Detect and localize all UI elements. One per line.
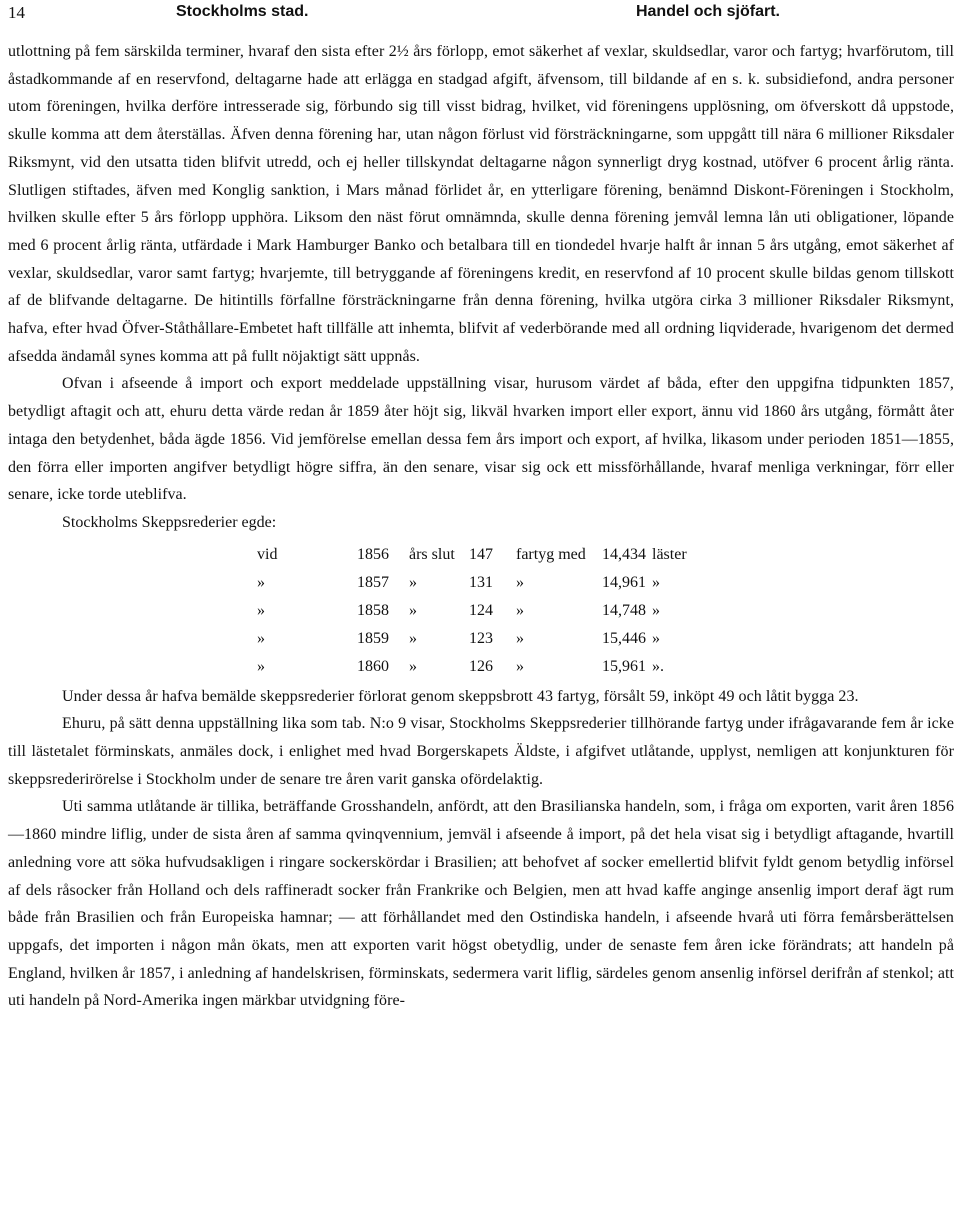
row-mark: » (409, 601, 417, 619)
running-section: Handel och sjöfart. (635, 3, 780, 20)
row-mark: fartyg med (516, 545, 586, 563)
fleet-intro: Stockholms Skeppsrederier egde: (62, 513, 277, 531)
table-row (257, 541, 712, 569)
row-mark: » (409, 657, 417, 675)
row-tonnage: 14,434 (602, 545, 646, 563)
paragraph-wholesale-trade: Uti samma utlåtande är tillika, beträffande Grosshandeln, anfördt, att den Brasilianska handeln, som, i fråga om exporten, varit åren 1856—1860 mindre liflig, under de sista åren af samma qvinqvennium, jemväl i afseende å import, på det hela visat sig i betydligt aftagande, hvartill anledning vore att söka hufvudsakligen i ringare sockerskördar i Brasilien; att behofvet af socker emellertid blifvit fyldt genom betydlig införsel af dels råsocker från Holland och dels raffineradt socker från Frankrike och Belgien, men att hvad kaffe anginge ansenlig import deraf ägt rum både från Brasilien och från Europeiska hamnar; — att förhållandet med den Ostindiska handeln, i afseende hvarå uti förra femårsberättelsen uppgafs, det importen i någon mån ökats, men att exporten varit högst obetydlig, under de senaste fem åren icke förändrats; att handeln på England, hvilken år 1857, i anledning af handelskrisen, förminskats, sedermera varit liflig, särdeles genom ansenlig införsel derifrån af stenkol; att uti handeln på Nord-Amerika ingen märkbar utvidgning före- (8, 798, 954, 1010)
row-prefix: » (257, 601, 265, 619)
row-unit: läster (652, 545, 687, 563)
row-tonnage: 14,961 (602, 573, 646, 591)
row-ship-count: 131 (469, 573, 493, 591)
row-unit: » (652, 629, 660, 647)
row-tonnage: 14,748 (602, 601, 646, 619)
table-row (257, 597, 712, 625)
document-page (8, 0, 954, 1219)
row-ship-count: 123 (469, 629, 493, 647)
row-year: 1858 (357, 601, 389, 619)
row-mark: » (409, 629, 417, 647)
table-row (257, 569, 712, 597)
running-head (8, 3, 954, 29)
row-prefix: » (257, 657, 265, 675)
row-mark: » (516, 629, 524, 647)
body-text (8, 38, 954, 1015)
row-mark: » (409, 573, 417, 591)
row-ship-count: 124 (469, 601, 493, 619)
row-unit: ». (652, 657, 664, 675)
row-tonnage: 15,446 (602, 629, 646, 647)
row-year: 1859 (357, 629, 389, 647)
paragraph-credit-associations: utlottning på fem särskilda terminer, hvaraf den sista efter 2½ års förlopp, emot säkerhet af vexlar, skuldsedlar, varor och fartyg; hvarförutom, till åstadkommande af en reservfond, deltagarne hade att erlägga en stadgad afgift, äfvensom, till bildande af en s. k. subsidiefond, andra personer utom föreningen, hvilka derföre intresserade sig, förbundo sig till visst bidrag, hvilket, vid föreningens upplösning, om öfverskott då uppstode, skulle komma att dem återställas. Äfven denna förening har, utan någon förlust vid försträckningarne, som uppgått till nära 6 millioner Riksdaler Riksmynt, vid den utsatta tiden blifvit utredd, och ej heller tillskyndat deltagarne någon synnerligt dryg kostnad, utöfver 6 procent årlig ränta. Slutligen stiftades, äfven med Konglig sanktion, i Mars månad förlidet år, en ytterligare förening, benämnd Diskont-Föreningen i Stockholm, hvilken skulle efter 5 års förlopp upphöra. Liksom den näst förut omnämnda, skulle denna förening jemvål lemna lån uti obligationer, löpande med 6 procent årlig ränta, utfärdade i Mark Hamburger Banko och betalbara till en tiondedel hvarje halft år innan 5 års utgång, emot säkerhet af vexlar, skuldsedlar, varor samt fartyg; hvarjemte, till betryggande af föreningens kredit, en reservfond af 10 procent skulle bildas genom tillskott af de blifvande deltagarne. De hitintills förfallne försträckningarne från denna förening, hvilka utgöra cirka 3 millioner Riksdaler Riksmynt, hafva, efter hvad Öfver-Ståthållare-Embetet haft tillfälle att inhemta, blifvit af vederbörande med all ordning liqviderade, hvarigenom det dermed afsedda ändamål synes komma att på fullt nöjaktigt sätt uppnås. (8, 43, 954, 365)
table-row (257, 625, 712, 653)
row-prefix: » (257, 573, 265, 591)
fleet-table (257, 541, 712, 681)
running-title: Stockholms stad. (176, 3, 309, 20)
row-unit: » (652, 601, 660, 619)
row-ship-count: 147 (469, 545, 493, 563)
page-number: 14 (8, 3, 25, 22)
row-tonnage: 15,961 (602, 657, 646, 675)
row-mark: » (516, 601, 524, 619)
row-year: 1860 (357, 657, 389, 675)
paragraph-shipping-conjuncture: Ehuru, på sätt denna uppställning lika som tab. N:o 9 visar, Stockholms Skeppsrederier tillhörande fartyg under ifrågavarande fem år icke till lästetalet förminskats, anmäles dock, i enlighet med hvad Borgerskapets Äldste, i afgifvet utlåtande, upplyst, nemligen att konjunkturen för skeppsrederirörelse i Stockholm under de senare tre åren varit ganska ofördelaktig. (8, 715, 954, 788)
paragraph-shipwrecks: Under dessa år hafva bemälde skeppsrederier förlorat genom skeppsbrott 43 fartyg, försålt 59, inköpt 49 och låtit bygga 23. (62, 687, 859, 705)
row-year: 1856 (357, 545, 389, 563)
row-prefix: vid (257, 545, 278, 563)
row-year: 1857 (357, 573, 389, 591)
row-mark: » (516, 657, 524, 675)
paragraph-import-export: Ofvan i afseende å import och export meddelade uppställning visar, hurusom värdet af båda, efter den uppgifna tidpunkten 1857, betydligt aftagit och att, ehuru detta värde redan år 1859 åter höjt sig, likväl hvarken import eller export, ännu vid 1860 års utgång, förmått åter intaga den betydenhet, båda ägde 1856. Vid jemförelse emellan dessa fem års import och export, af hvilka, likasom under perioden 1851—1855, den förra eller importen angifver betydligt högre siffra, än den senare, visar sig ock ett missförhållande, hvaraf menliga verkningar, förr eller senare, icke torde uteblifva. (8, 375, 954, 504)
row-unit: » (652, 573, 660, 591)
row-ship-count: 126 (469, 657, 493, 675)
row-prefix: » (257, 629, 265, 647)
row-mark: » (516, 573, 524, 591)
row-mark: års slut (409, 545, 455, 563)
table-row (257, 653, 712, 681)
